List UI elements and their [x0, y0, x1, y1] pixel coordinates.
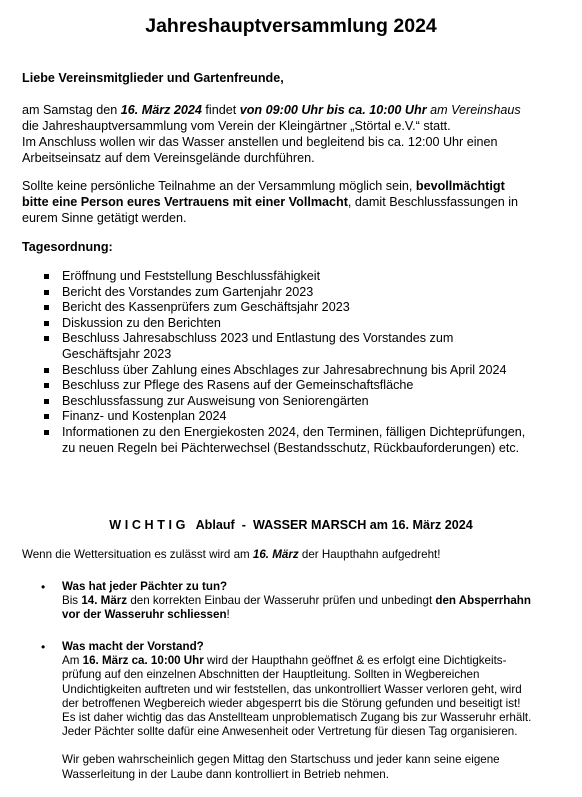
- intro-line-2: die Jahreshauptversammlung vom Verein der Kleingärtner „Störtal e.V.“ statt.: [22, 119, 451, 133]
- important-heading: [0, 517, 582, 533]
- greeting: Liebe Vereinsmitglieder und Gartenfreunde,: [22, 71, 284, 85]
- square-bullet-icon: [44, 336, 49, 341]
- agenda-heading: Tagesordnung:: [22, 240, 113, 254]
- board-date: 16. März ca. 10:00 Uhr: [82, 654, 204, 668]
- board-question: Was macht der Vorstand?: [62, 640, 204, 653]
- bullet-dot-icon: •: [41, 580, 46, 594]
- intro-paragraph: [22, 102, 562, 166]
- document-title: Jahreshauptversammlung 2024: [145, 15, 437, 37]
- agenda-item: Informationen zu den Energiekosten 2024, den Terminen, fälligen Dichteprüfungen, zu neuen Regeln bei Pächterwechsel (Bestandsschutz, Rückbauforderungen) etc.: [22, 425, 562, 456]
- weather-date: 16. März: [252, 548, 299, 561]
- meeting-time: von 09:00 Uhr bis ca. 10:00 Uhr: [239, 103, 427, 117]
- important-text: Ablauf - WASSER MARSCH am 16. März 2024: [189, 518, 473, 532]
- proxy-bold-1: bevollmächtigt: [415, 179, 505, 193]
- agenda-item: Diskussion zu den Berichten: [22, 316, 562, 332]
- tenant-section: • Was hat jeder Pächter zu tun? Bis 14. März den korrekten Einbau der Wasseruhr prüfen und unbedingt den Absperrhahn vor der Wasseruhr schliessen!: [41, 580, 531, 622]
- weather-note: Wenn die Wettersituation es zulässt wird am 16. März der Haupthahn aufgedreht!: [22, 548, 441, 561]
- meeting-date: 16. März 2024: [120, 103, 202, 117]
- important-label: WICHTIG: [109, 518, 190, 532]
- intro-text-1: am Samstag den: [22, 103, 121, 117]
- proxy-bold-2: bitte eine Person eures Vertrauens mit einer Vollmacht: [22, 195, 348, 209]
- intro-text-2: findet: [201, 103, 240, 117]
- square-bullet-icon: [44, 430, 49, 435]
- proxy-text-2: , damit Beschlussfassungen in: [347, 195, 519, 209]
- square-bullet-icon: [44, 414, 49, 419]
- agenda-item: Beschluss über Zahlung eines Abschlages zur Jahresabrechnung bis April 2024: [22, 363, 562, 379]
- square-bullet-icon: [44, 383, 49, 388]
- proxy-paragraph: [22, 178, 562, 226]
- proxy-text-1: Sollte keine persönliche Teilnahme an der Versammlung möglich sein,: [22, 179, 416, 193]
- intro-line-3: Im Anschluss wollen wir das Wasser anstellen und begleitend bis ca. 12:00 Uhr einen: [22, 135, 498, 149]
- square-bullet-icon: [44, 368, 49, 373]
- agenda-list: [22, 269, 562, 456]
- agenda-item: Bericht des Vorstandes zum Gartenjahr 2023: [22, 285, 562, 301]
- agenda-item: Beschluss zur Pflege des Rasens auf der Gemeinschaftsfläche: [22, 378, 562, 394]
- square-bullet-icon: [44, 321, 49, 326]
- square-bullet-icon: [44, 399, 49, 404]
- proxy-line-3: eurem Sinne getätigt werden.: [22, 211, 187, 225]
- square-bullet-icon: [44, 290, 49, 295]
- agenda-item: Eröffnung und Feststellung Beschlussfähigkeit: [22, 269, 562, 285]
- square-bullet-icon: [44, 274, 49, 279]
- agenda-item: Bericht des Kassenprüfers zum Geschäftsjahr 2023: [22, 300, 562, 316]
- bullet-dot-icon: •: [41, 640, 46, 654]
- agenda-item: Finanz- und Kostenplan 2024: [22, 409, 562, 425]
- tenant-date: 14. März: [81, 594, 128, 608]
- board-section: • Was macht der Vorstand? Am 16. März ca. 10:00 Uhr wird der Haupthahn geöffnet & es erfolgt eine Dichtigkeits- prüfung auf den einzelnen Abschnitten der Hauptleitung. Sollten in Wegbereichen Undichtigkeiten auftreten und wir feststellen, das unkontrolliert Wasser verloren geht, wird der betroffenen Wegbereich wieder abgesperrt bis die Störung gefunden und beseitigt ist! Es ist daher wichtig das das Anstellteam unproblematisch Zugang bis zur Wasseruhr erhält. Jeder Pächter sollte dafür eine Anwesenheit oder Vertretung für diesen Tag organisieren. Wir geben wahrscheinlich gegen Mittag den Startschuss und jeder kann seine eigene Wasserleitung in der Laube dann kontrolliert in Betrieb nehmen.: [41, 640, 532, 781]
- tenant-question: Was hat jeder Pächter zu tun?: [62, 580, 228, 593]
- intro-line-4: Arbeitseinsatz auf dem Vereinsgelände durchführen.: [22, 151, 315, 165]
- agenda-item: Beschlussfassung zur Ausweisung von Seniorengärten: [22, 394, 562, 410]
- agenda-item: Beschluss Jahresabschluss 2023 und Entlastung des Vorstandes zum Geschäftsjahr 2023: [22, 331, 562, 362]
- board-closing: Wir geben wahrscheinlich gegen Mittag den Startschuss und jeder kann seine eigene: [62, 753, 500, 767]
- square-bullet-icon: [44, 305, 49, 310]
- intro-text-3: am Vereinshaus: [426, 103, 521, 117]
